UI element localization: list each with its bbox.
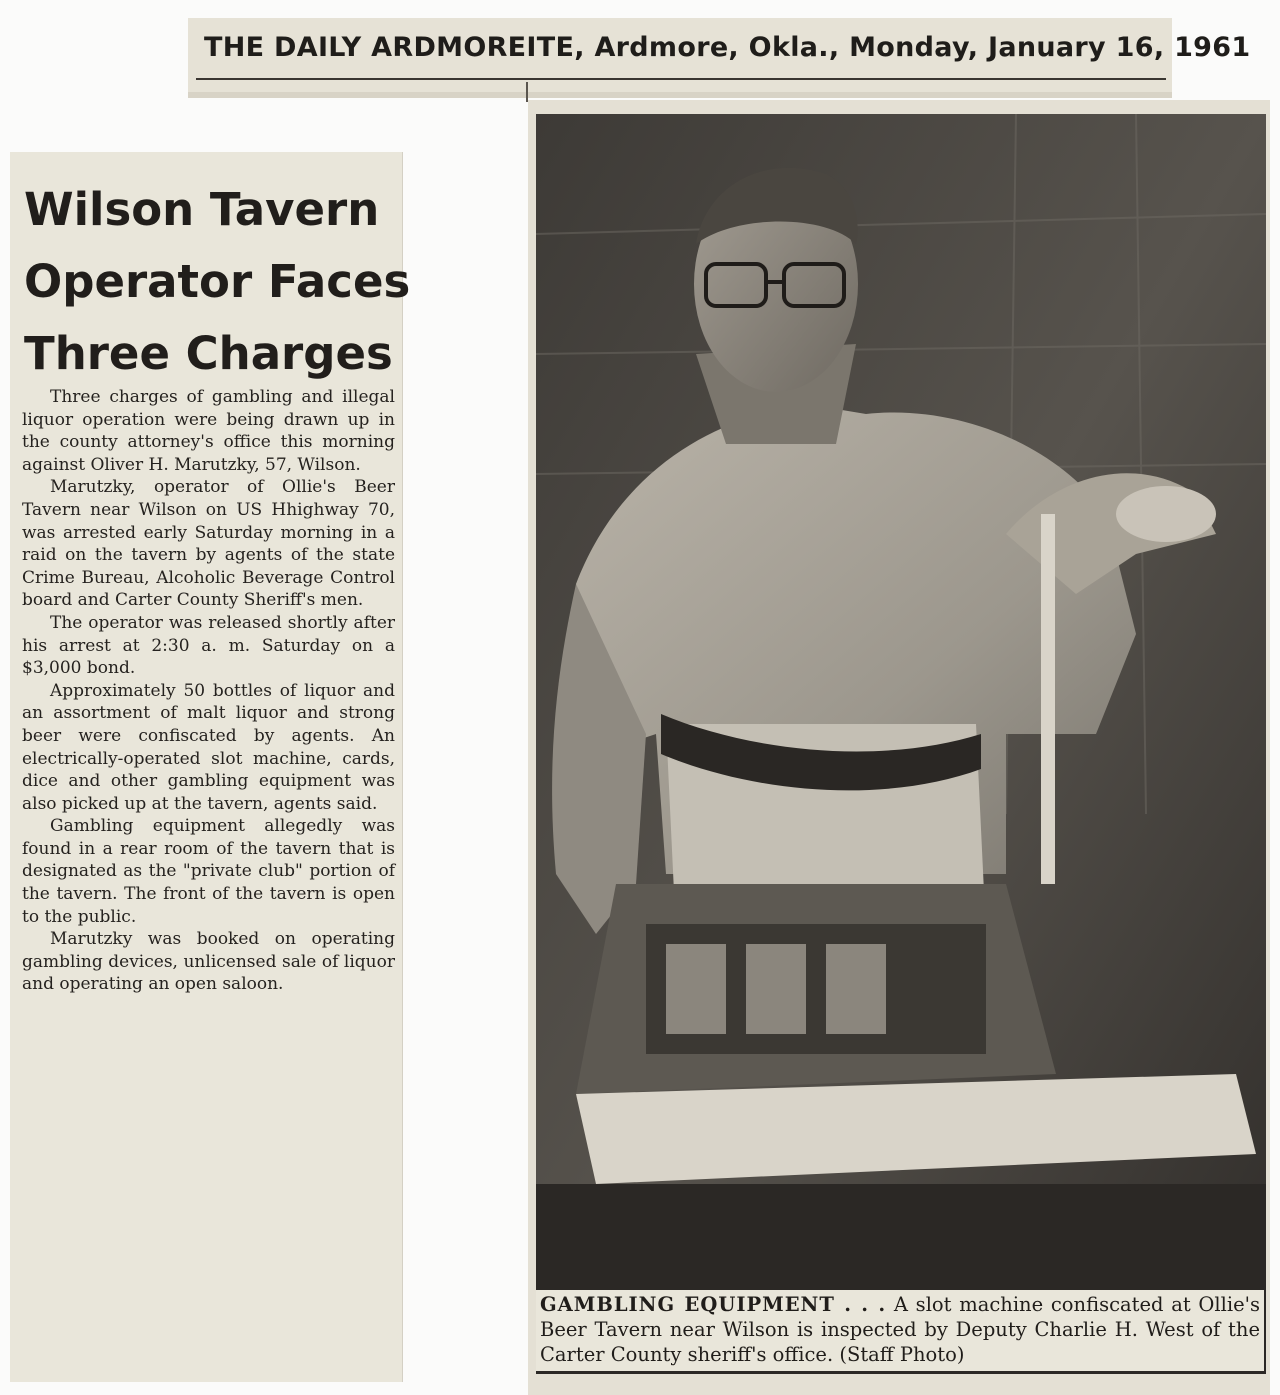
article-paragraph: Three charges of gambling and illegal liquor operation were being drawn up in the county attorney's office this morning against Oliver H. Marutzky, 57, Wilson. xyxy=(22,387,395,475)
caption-text: A slot machine confiscated at Ollie's Beer Tavern near Wilson is inspected by Deputy Charlie H. West of the Carter County sheriff's office. (Staff Photo) xyxy=(540,1293,1260,1366)
article-paragraph: Marutzky, operator of Ollie's Beer Tavern near Wilson on US Hhighway 70, was arrested early Saturday morning in a raid on the tavern by agents of the state Crime Bureau, Alcoholic Beverage Control board and Carter County Sheriff's men. xyxy=(22,477,395,611)
headline-line: Operator Faces xyxy=(24,255,411,308)
caption-lead: GAMBLING EQUIPMENT . . . xyxy=(540,1293,887,1316)
article-paragraph: Marutzky was booked on operating gambling devices, unlicensed sale of liquor and operating an open saloon. xyxy=(22,929,395,995)
column-rule xyxy=(526,82,528,102)
article-paragraph: Gambling equipment allegedly was found in a rear room of the tavern that is designated as the "private club" portion of the tavern. The front of the tavern is open to the public. xyxy=(22,816,395,927)
masthead-strip xyxy=(188,92,1172,98)
masthead-text: THE DAILY ARDMOREITE, Ardmore, Okla., Monday, January 16, 1961 xyxy=(204,32,1251,63)
article-paragraph: The operator was released shortly after his arrest at 2:30 a. m. Saturday on a $3,000 bond. xyxy=(22,612,395,679)
article-clipping xyxy=(10,152,411,1382)
news-photo xyxy=(536,114,1266,1374)
photo-caption xyxy=(536,1290,1264,1371)
headline-line: Wilson Tavern xyxy=(24,183,380,236)
photo-illustration xyxy=(536,114,1266,1374)
headline-line: Three Charges xyxy=(24,327,393,380)
article-paragraph: Approximately 50 bottles of liquor and an assortment of malt liquor and strong beer were confiscated by agents. An electrically-operated slot machine, cards, dice and other gambling equipment was also picked up at the tavern, agents said. xyxy=(22,680,395,814)
headline xyxy=(24,174,411,390)
article-body xyxy=(22,386,395,996)
masthead-rule xyxy=(196,78,1166,80)
masthead-clipping xyxy=(188,18,1251,98)
photo-clipping xyxy=(528,100,1270,1395)
